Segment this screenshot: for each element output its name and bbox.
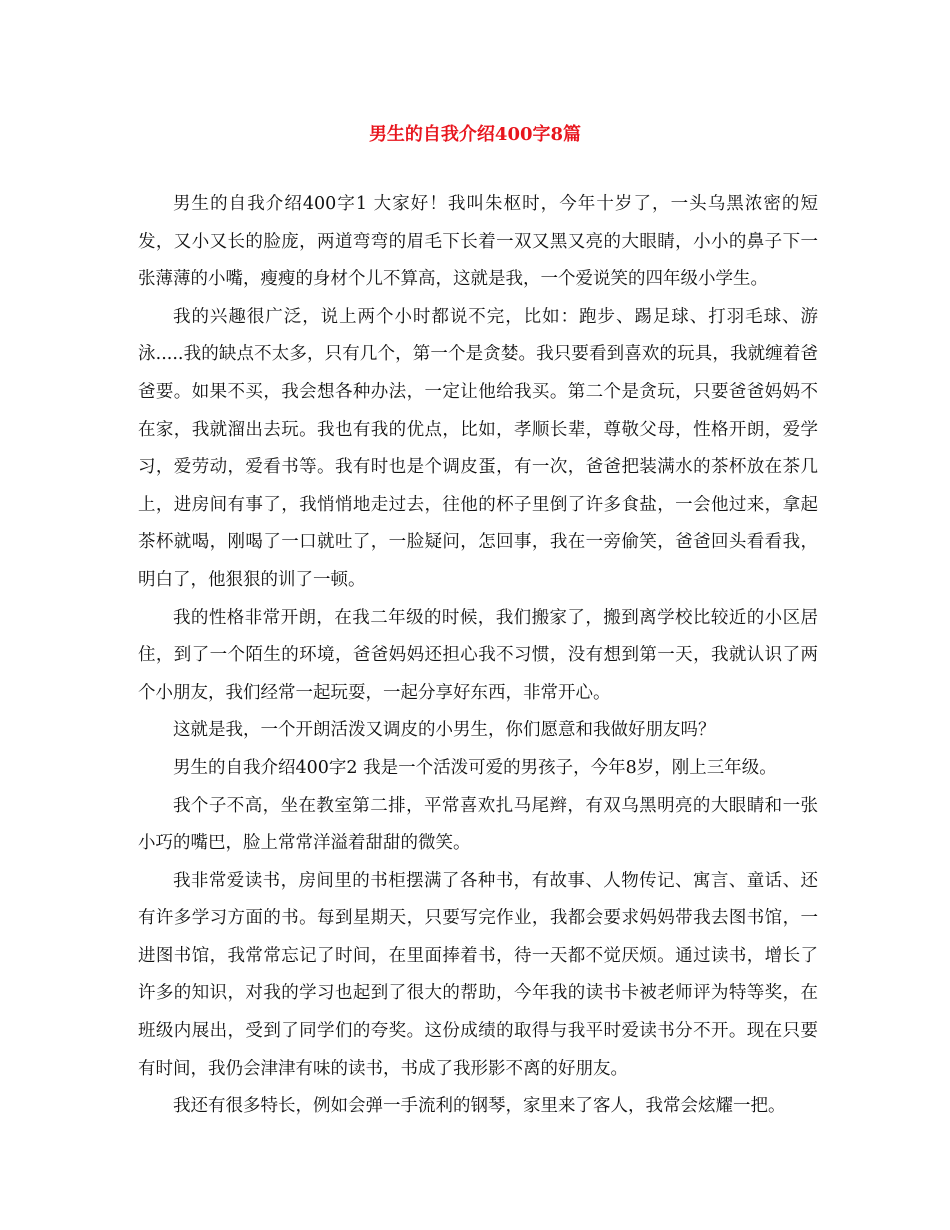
paragraph: 男生的自我介绍400字2 我是一个活泼可爱的男孩子，今年8岁，刚上三年级。	[173, 757, 777, 778]
paragraph: 我的兴趣很广泛，说上两个小时都说不完，比如：跑步、踢足球、打羽毛球、游泳.....我的缺点不太多，只有几个，第一个是贪婪。我只要看到喜欢的玩具，我就缠着爸爸要。如果不买，我会想各种办法，一定让他给我买。第二个是贪玩，只要爸爸妈妈不在家，我就溜出去玩。我也有我的优点，比如，孝顺长辈，尊敬父母，性格开朗，爱学习，爱劳动，爱看书等。我有时也是个调皮蛋，有一次，爸爸把装满水的茶杯放在茶几上，进房间有事了，我悄悄地走过去，往他的杯子里倒了许多食盐，一会他过来，拿起茶杯就喝，刚喝了一口就吐了，一脸疑问，怎回事，我在一旁偷笑，爸爸回头看看我，明白了，他狠狠的训了一顿。	[138, 306, 818, 590]
paragraph: 我非常爱读书，房间里的书柜摆满了各种书，有故事、人物传记、寓言、童话、还有许多学习方面的书。每到星期天，只要写完作业，我都会要求妈妈带我去图书馆，一进图书馆，我常常忘记了时间，在里面捧着书，待一天都不觉厌烦。通过读书，增长了许多的知识，对我的学习也起到了很大的帮助，今年我的读书卡被老师评为特等奖，在班级内展出，受到了同学们的夸奖。这份成绩的取得与我平时爱读书分不开。现在只要有时间，我仍会津津有味的读书，书成了我形影不离的好朋友。	[138, 870, 818, 1079]
paragraph: 男生的自我介绍400字1 大家好！我叫朱枢时，今年十岁了，一头乌黑浓密的短发，又小又长的脸庞，两道弯弯的眉毛下长着一双又黑又亮的大眼睛，小小的鼻子下一张薄薄的小嘴，瘦瘦的身材个儿不算高，这就是我，一个爱说笑的四年级小学生。	[138, 194, 818, 290]
paragraph: 这就是我，一个开朗活泼又调皮的小男生，你们愿意和我做好朋友吗？	[173, 720, 716, 741]
paragraph: 我个子不高，坐在教室第二排，平常喜欢扎马尾辫，有双乌黑明亮的大眼睛和一张小巧的嘴巴，脸上常常洋溢着甜甜的微笑。	[138, 795, 818, 854]
document-title: 男生的自我介绍400字8篇	[368, 124, 582, 145]
document-body	[138, 186, 818, 1126]
paragraph: 我还有很多特长，例如会弹一手流利的钢琴，家里来了客人，我常会炫耀一把。	[173, 1096, 786, 1117]
paragraph: 我的性格非常开朗，在我二年级的时候，我们搬家了，搬到离学校比较近的小区居住，到了一个陌生的环境，爸爸妈妈还担心我不习惯，没有想到第一天，我就认识了两个小朋友，我们经常一起玩耍，一起分享好东西，非常开心。	[138, 607, 818, 703]
